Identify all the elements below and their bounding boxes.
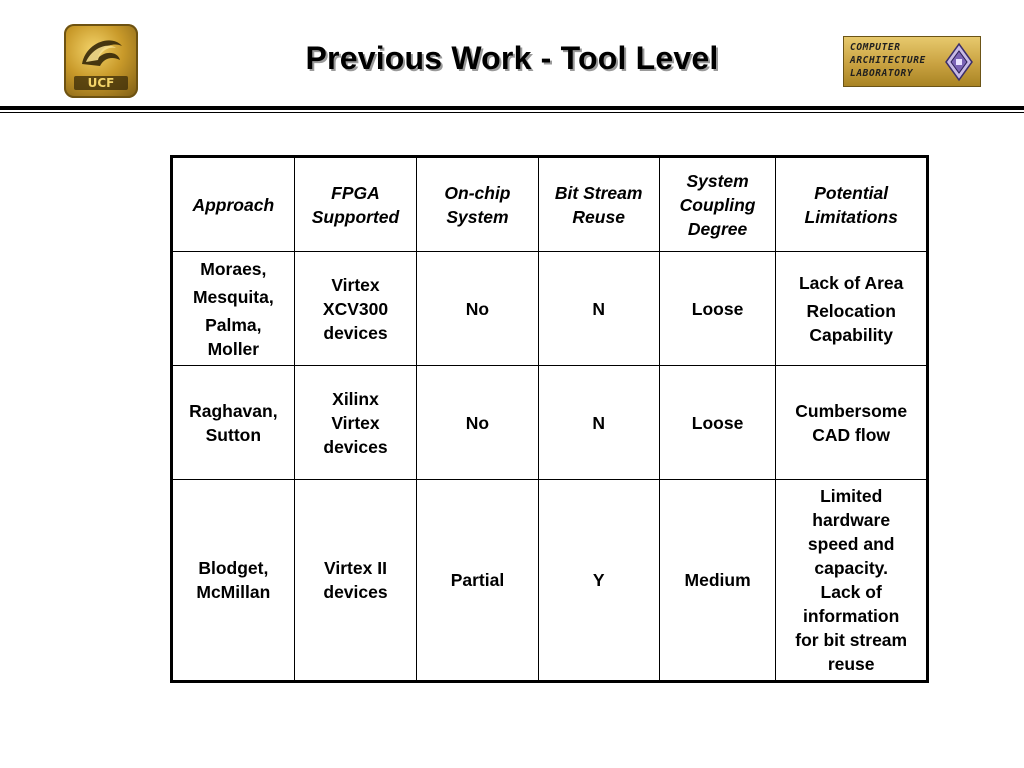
- cell-coupling-degree: Loose: [659, 252, 776, 366]
- cell-on-chip-system: No: [417, 366, 538, 480]
- header-divider-thick: [0, 106, 1024, 110]
- cell-approach: Raghavan, Sutton: [172, 366, 295, 480]
- cell-fpga-supported: Virtex II devices: [294, 480, 417, 682]
- header-approach: Approach: [172, 157, 295, 252]
- table-row: [172, 366, 928, 480]
- cell-bit-stream-reuse: N: [538, 366, 659, 480]
- cell-approach: Blodget, McMillan: [172, 480, 295, 682]
- lab-logo-line-2: ARCHITECTURE: [850, 55, 926, 66]
- slide-header: [0, 0, 1024, 118]
- table-row: [172, 252, 928, 366]
- cell-potential-limitations: Limited hardware speed and capacity. Lack of information for bit stream reuse: [776, 480, 928, 682]
- cell-potential-limitations: Cumbersome CAD flow: [776, 366, 928, 480]
- chip-diamond-icon: [944, 42, 974, 82]
- cell-potential-limitations: Lack of Area Relocation Capability: [776, 252, 928, 366]
- header-on-chip-system: On-chip System: [417, 157, 538, 252]
- cell-fpga-supported: Virtex XCV300 devices: [294, 252, 417, 366]
- cell-coupling-degree: Medium: [659, 480, 776, 682]
- comparison-table: [170, 155, 929, 683]
- cell-coupling-degree: Loose: [659, 366, 776, 480]
- cell-fpga-supported: Xilinx Virtex devices: [294, 366, 417, 480]
- cell-on-chip-system: Partial: [417, 480, 538, 682]
- cell-on-chip-system: No: [417, 252, 538, 366]
- lab-logo-line-1: COMPUTER: [850, 42, 901, 53]
- header-potential-limitations: Potential Limitations: [776, 157, 928, 252]
- page-title: Previous Work - Tool Level: [305, 40, 719, 76]
- cell-bit-stream-reuse: Y: [538, 480, 659, 682]
- header-divider-thin: [0, 112, 1024, 113]
- header-fpga-supported: FPGA Supported: [294, 157, 417, 252]
- header-system-coupling-degree: System Coupling Degree: [659, 157, 776, 252]
- lab-logo-line-3: LABORATORY: [850, 68, 914, 79]
- table-row: [172, 480, 928, 682]
- table-header-row: [172, 157, 928, 252]
- computer-architecture-lab-logo: [843, 36, 981, 87]
- header-bit-stream-reuse: Bit Stream Reuse: [538, 157, 659, 252]
- ucf-logo-text: UCF: [87, 76, 115, 90]
- cell-bit-stream-reuse: N: [538, 252, 659, 366]
- cell-approach: Moraes, Mesquita, Palma, Moller: [172, 252, 295, 366]
